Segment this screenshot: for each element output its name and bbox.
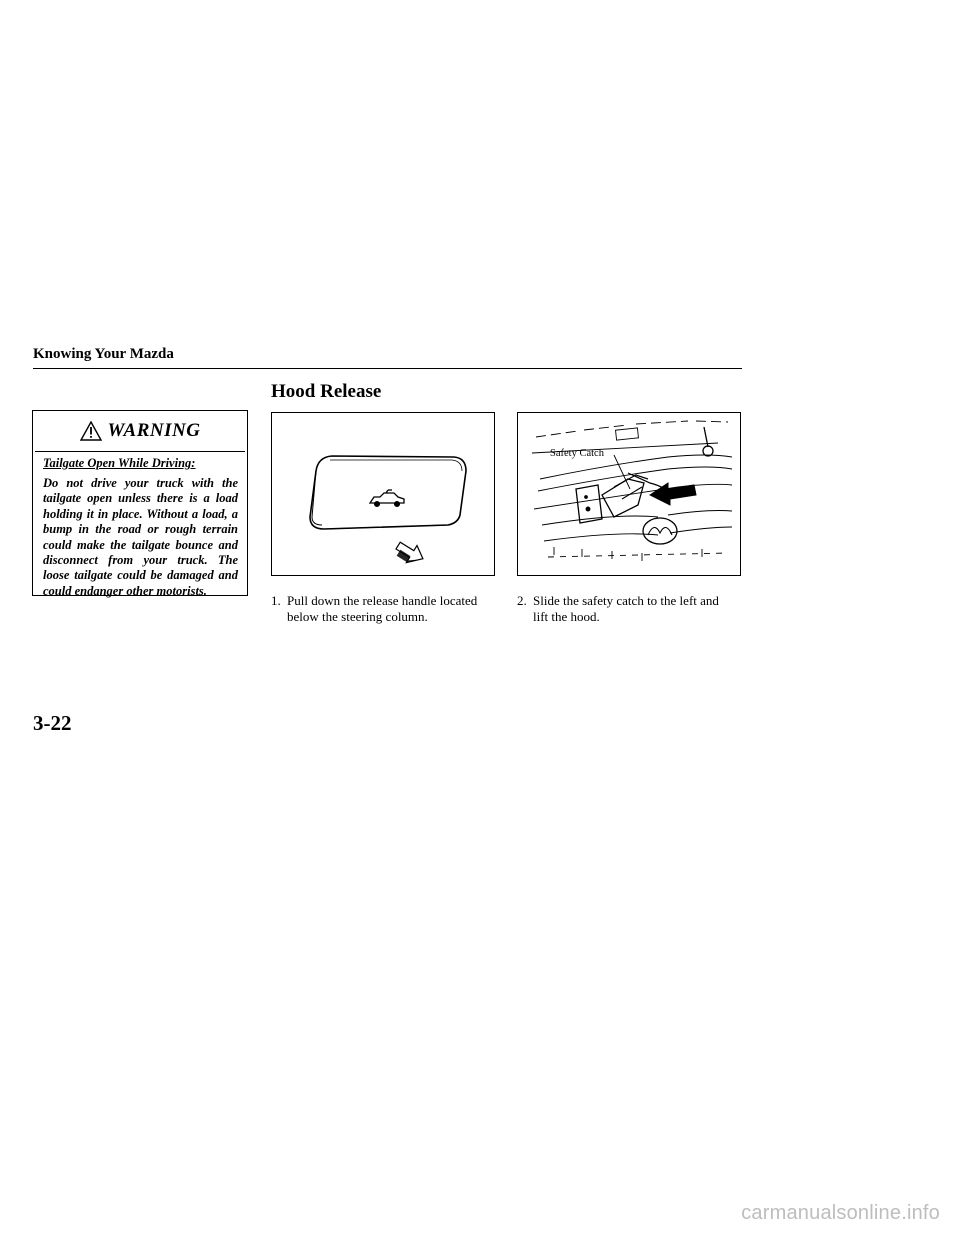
- step-1-number: 1.: [271, 593, 281, 608]
- safety-catch-label: Safety Catch: [550, 448, 604, 459]
- warning-body: [33, 452, 247, 599]
- hood-release-handle-icon: [272, 413, 494, 575]
- step-2-number: 2.: [517, 593, 527, 608]
- section-header-title: Knowing Your Mazda: [33, 346, 174, 362]
- header-divider: [33, 368, 742, 369]
- warning-header: [33, 411, 247, 451]
- step-2: [517, 593, 745, 625]
- warning-subtitle: Tailgate Open While Driving:: [43, 456, 196, 470]
- step-1-text-line1: Pull down the release handle located: [287, 593, 478, 608]
- warning-text: Do not drive your truck with the tailgate open unless there is a load holding it in place. Without a load, a bump in the road or rough terrain could make the tailgate bounce and disconnect from your truck. The loose tailgate could be damaged and could endanger other motorists.: [43, 476, 238, 598]
- warning-triangle-icon: [80, 421, 102, 441]
- page-title: Hood Release: [271, 381, 382, 402]
- step-1-text-line2: below the steering column.: [287, 609, 428, 624]
- safety-catch-icon: [518, 413, 740, 575]
- step-2-text-line1: Slide the safety catch to the left and: [533, 593, 719, 608]
- watermark: carmanualsonline.info: [741, 1202, 940, 1224]
- step-2-text-line2: lift the hood.: [533, 609, 600, 624]
- warning-box: [32, 410, 248, 596]
- safety-catch-figure: [517, 412, 741, 576]
- hood-release-handle-figure: [271, 412, 495, 576]
- warning-label: WARNING: [107, 420, 201, 441]
- page-number: 3-22: [33, 711, 72, 735]
- step-1: [271, 593, 499, 625]
